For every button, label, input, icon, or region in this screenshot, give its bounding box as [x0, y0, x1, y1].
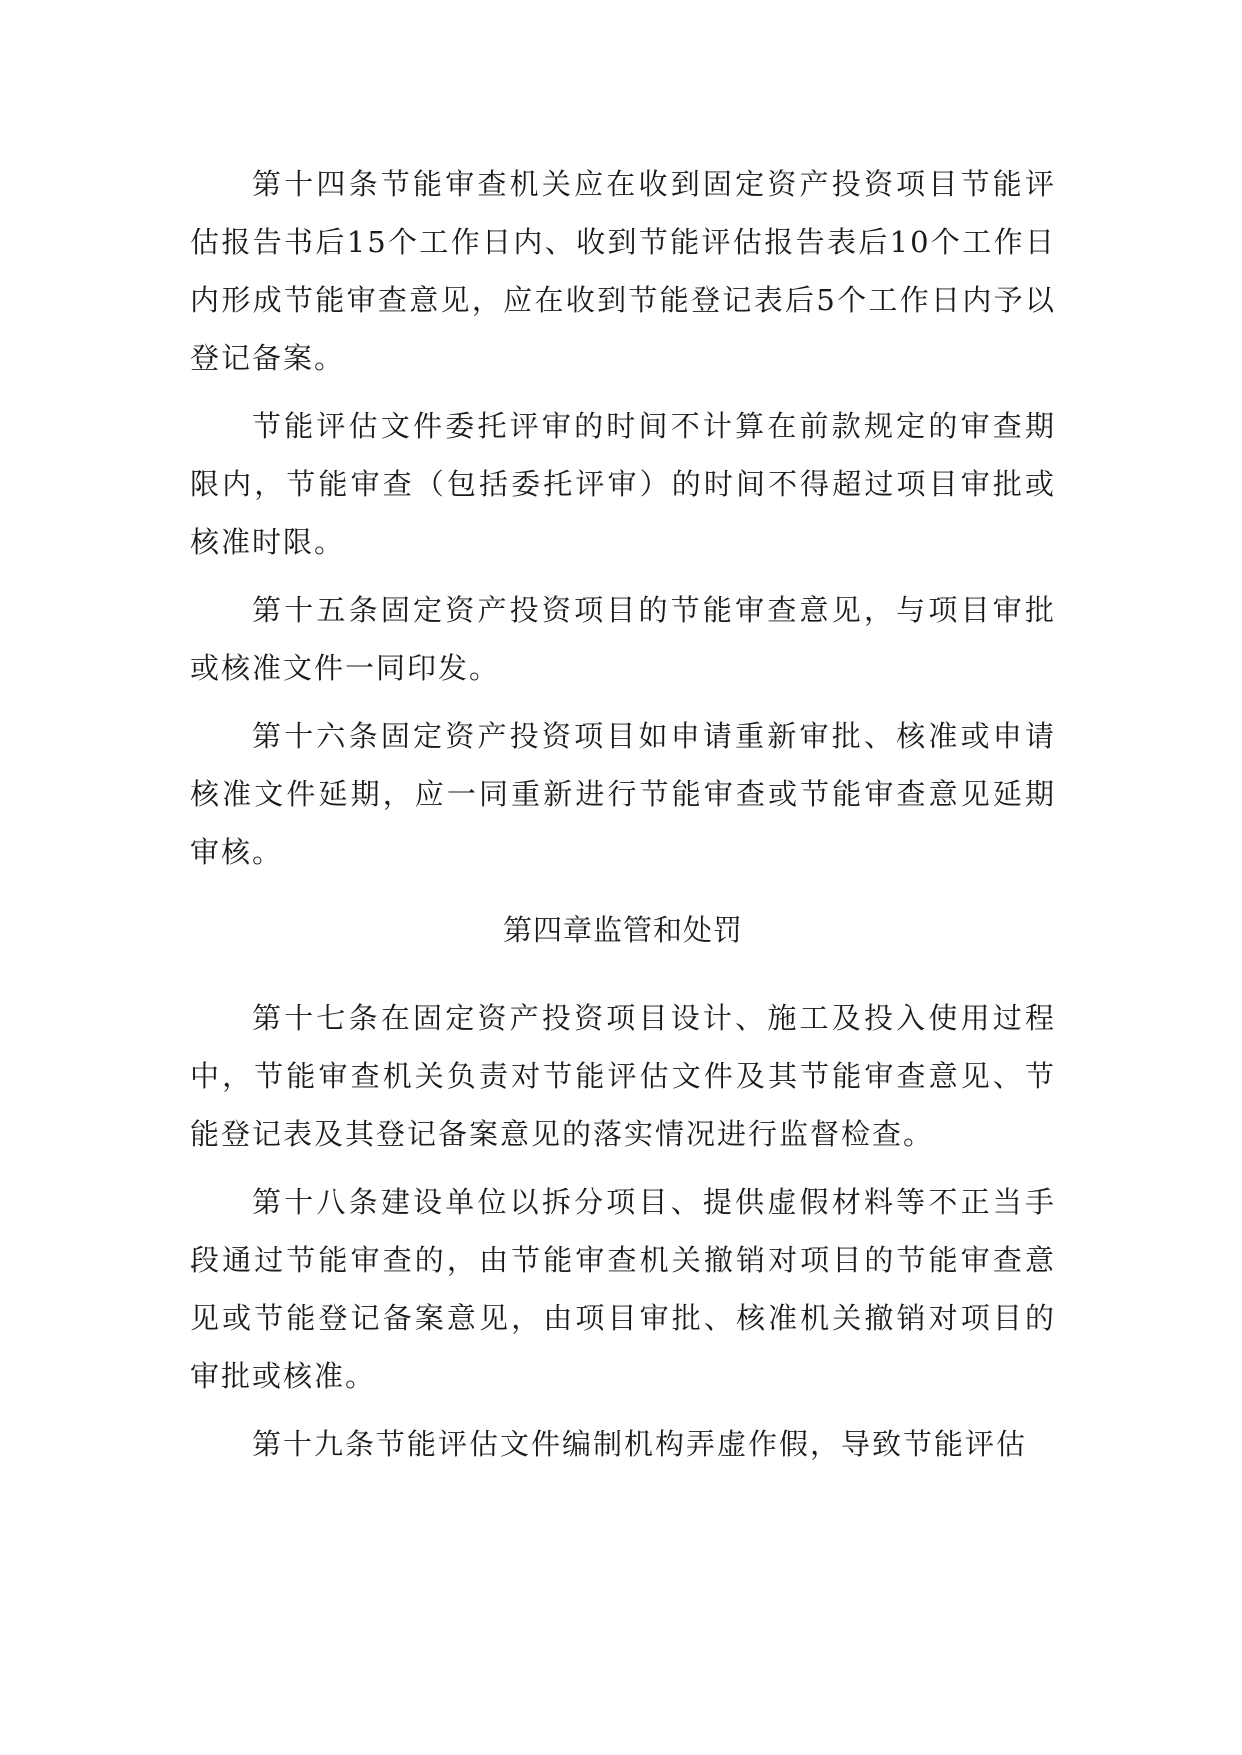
- article-15-paragraph: 第十五条固定资产投资项目的节能审查意见，与项目审批或核准文件一同印发。: [190, 593, 1056, 685]
- document-body: [190, 155, 1056, 1483]
- article-19-paragraph: 第十九条节能评估文件编制机构弄虚作假，导致节能评估: [252, 1427, 1028, 1461]
- article-18-paragraph: 第十八条建设单位以拆分项目、提供虚假材料等不正当手段通过节能审查的，由节能审查机关撤销对项目的节能审查意见或节能登记备案意见，由项目审批、核准机关撤销对项目的审批或核准。: [190, 1185, 1056, 1393]
- article-14-paragraph: 第十四条节能审查机关应在收到固定资产投资项目节能评估报告书后15个工作日内、收到节能评估报告表后10个工作日内形成节能审查意见，应在收到节能登记表后5个工作日内予以登记备案。: [190, 167, 1056, 375]
- article-17-paragraph: 第十七条在固定资产投资项目设计、施工及投入使用过程中，节能审查机关负责对节能评估文件及其节能审查意见、节能登记表及其登记备案意见的落实情况进行监督检查。: [190, 1001, 1056, 1151]
- article-16-paragraph: 第十六条固定资产投资项目如申请重新审批、核准或申请核准文件延期，应一同重新进行节能审查或节能审查意见延期审核。: [190, 719, 1056, 869]
- chapter-heading: 第四章监管和处罚: [502, 913, 743, 947]
- article-14-second-paragraph: 节能评估文件委托评审的时间不计算在前款规定的审查期限内，节能审查（包括委托评审）的时间不得超过项目审批或核准时限。: [190, 409, 1056, 559]
